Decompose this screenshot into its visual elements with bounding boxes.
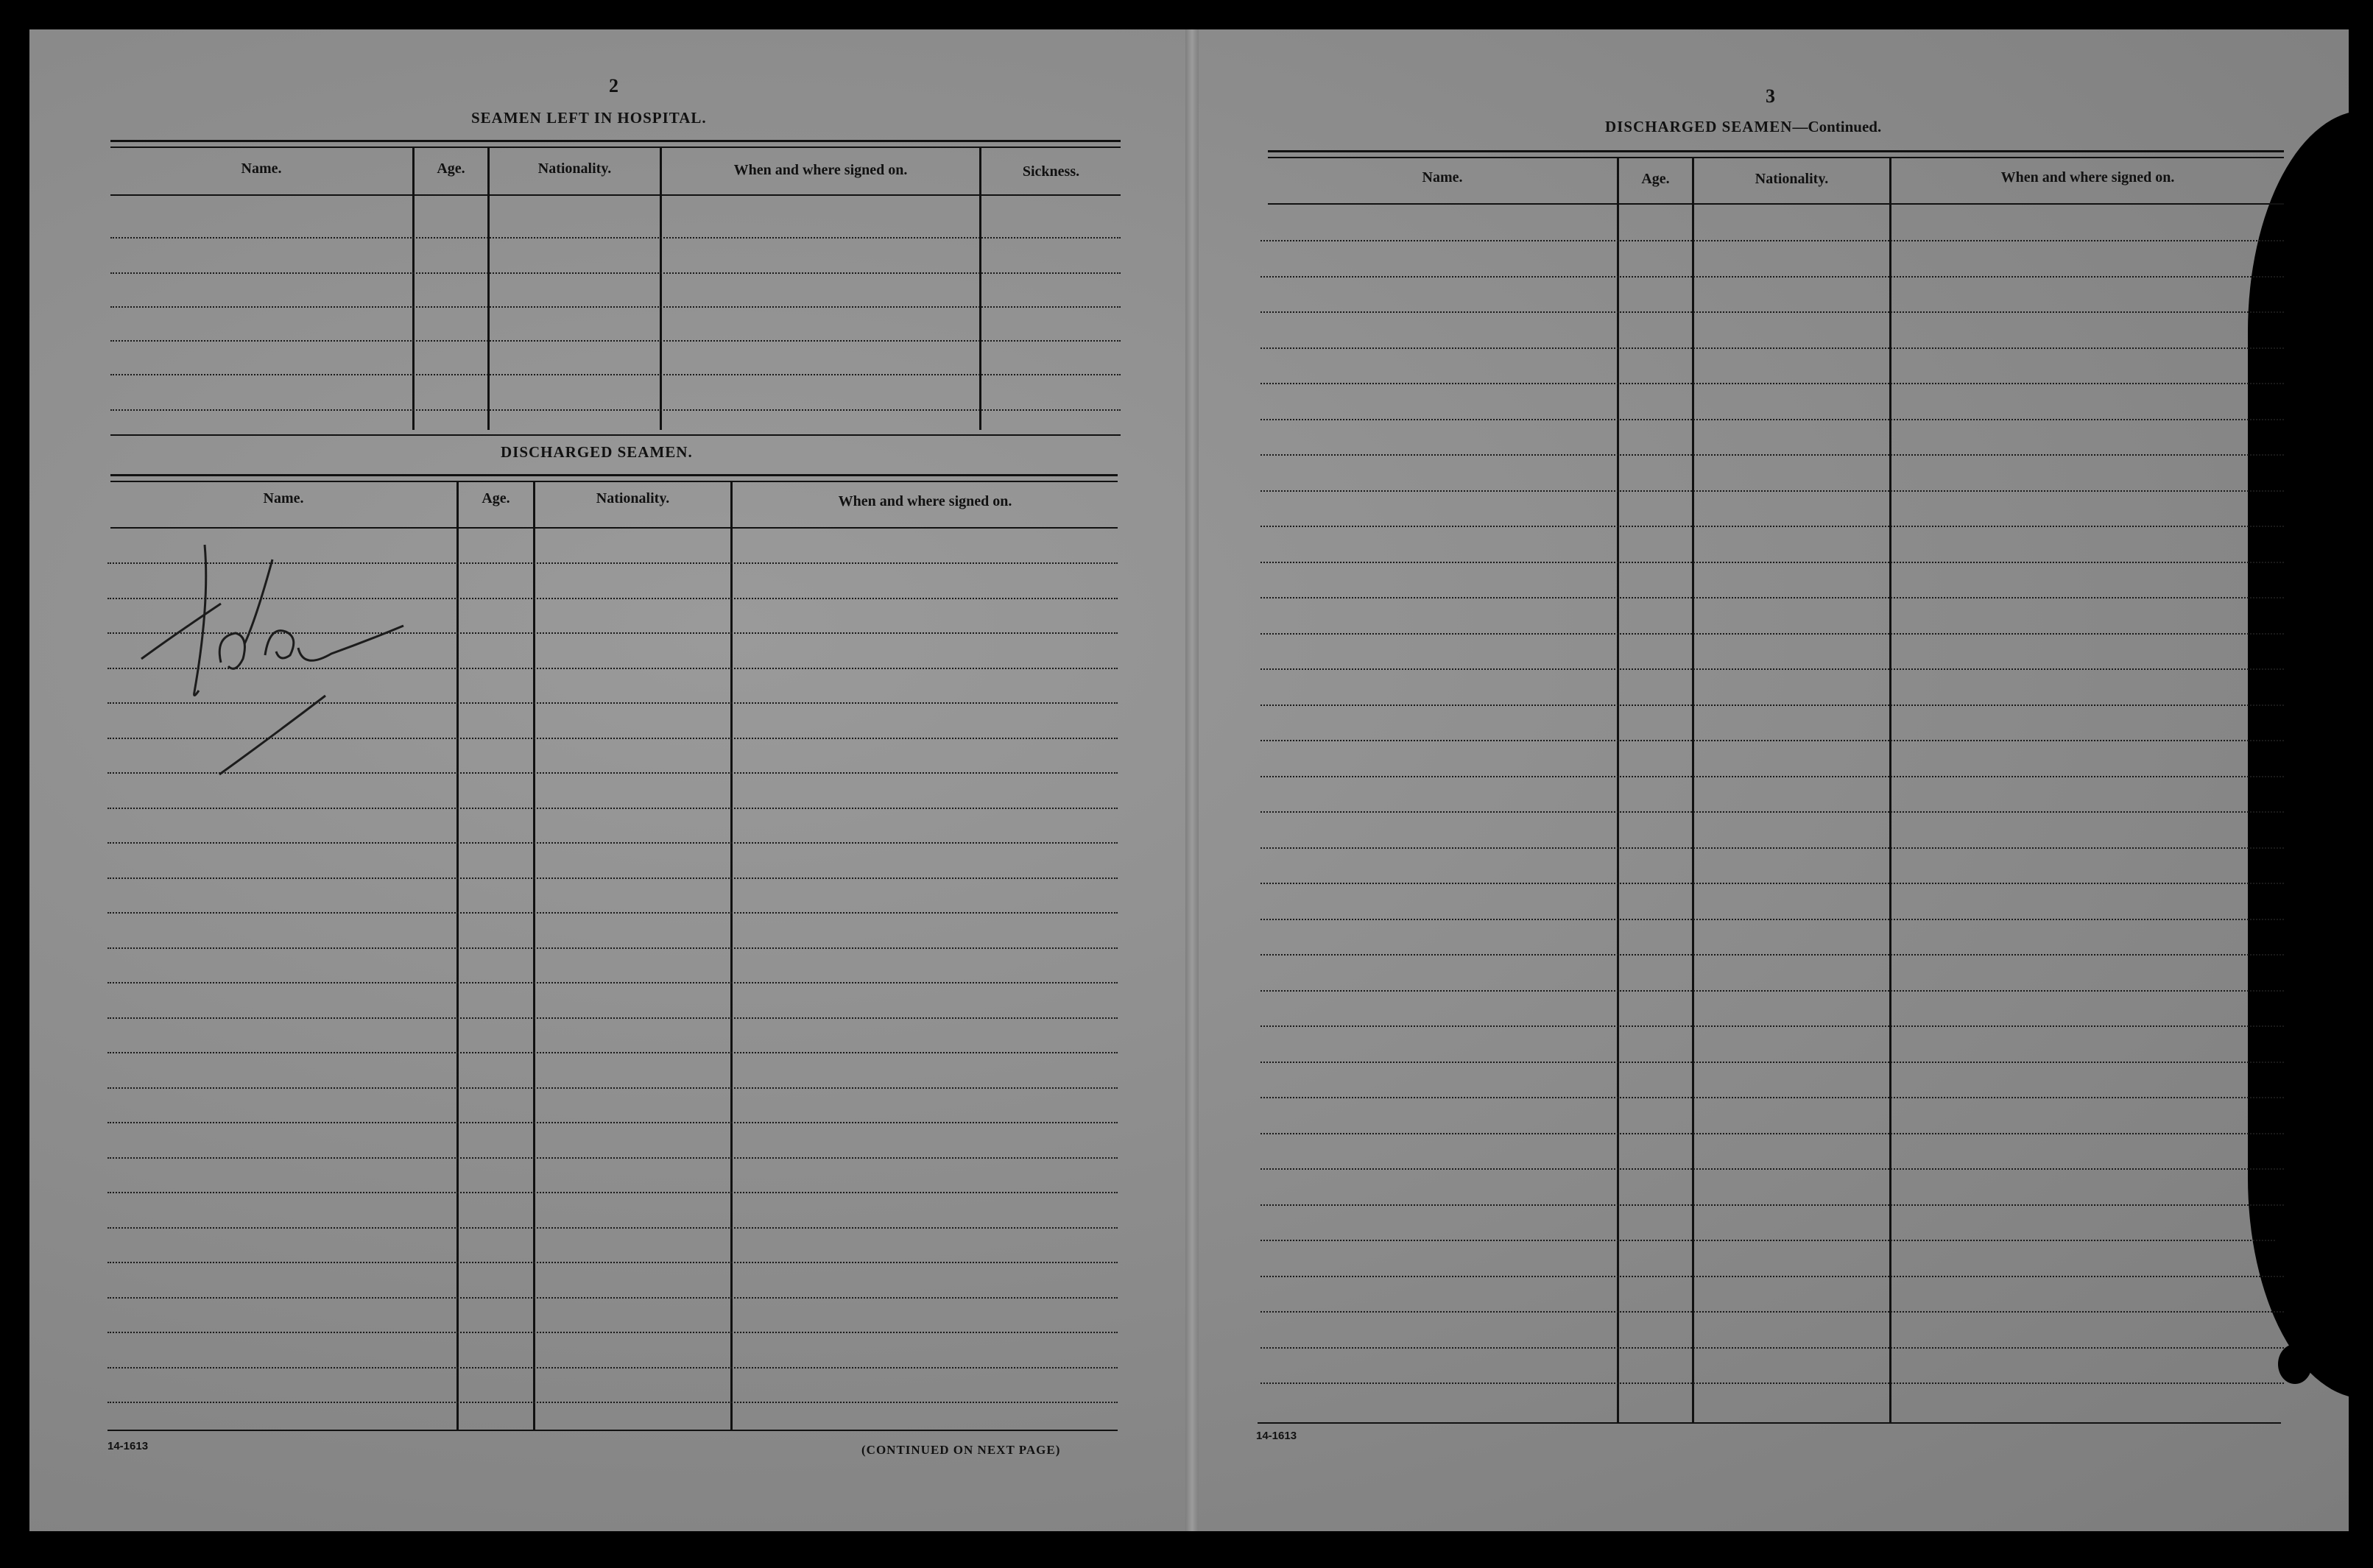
table-row-line xyxy=(107,1052,1118,1053)
right-top-rule xyxy=(1268,150,2284,152)
right-title-main: DISCHARGED SEAMEN xyxy=(1605,118,1793,135)
table-row-line xyxy=(107,1297,1118,1299)
table-row-line xyxy=(1260,383,2284,384)
handwritten-total-mark xyxy=(133,515,412,780)
hospital-header-age: Age. xyxy=(437,160,465,177)
discharged-header-signed-on: When and where signed on. xyxy=(838,493,1012,509)
table-row-line xyxy=(107,1087,1118,1089)
hospital-header-rule xyxy=(110,194,1121,196)
table-row-line xyxy=(1260,883,2284,884)
form-number-left: 14-1613 xyxy=(107,1440,149,1452)
right-col-divider xyxy=(1889,157,1891,1423)
table-row-line xyxy=(107,1017,1118,1019)
page-number-left: 2 xyxy=(609,75,618,96)
table-row-line xyxy=(110,409,1121,411)
table-row-line xyxy=(107,1192,1118,1193)
right-section-title xyxy=(1605,118,1881,136)
table-row-line xyxy=(107,1367,1118,1369)
table-row-line xyxy=(1260,1133,2284,1134)
table-row-line xyxy=(1260,240,2284,241)
table-row-line xyxy=(1260,1276,2284,1277)
table-row-line xyxy=(1260,919,2284,920)
table-row-line xyxy=(1260,1025,2284,1027)
right-col-divider xyxy=(1692,157,1694,1423)
table-row-line xyxy=(1260,811,2284,813)
hospital-header-signed-on: When and where signed on. xyxy=(733,162,908,178)
table-row-line xyxy=(1260,1311,2284,1313)
table-row-line xyxy=(107,1227,1118,1229)
table-row-line xyxy=(107,877,1118,879)
table-row-line xyxy=(1260,526,2284,527)
table-row-line xyxy=(1260,1062,2284,1063)
hospital-top-rule xyxy=(110,140,1121,142)
page-number-right: 3 xyxy=(1766,85,1775,107)
table-row-line xyxy=(1260,990,2284,992)
table-row-line xyxy=(107,982,1118,983)
right-header-name: Name. xyxy=(1422,169,1463,186)
table-row-line xyxy=(1260,704,2284,706)
discharged-col-divider xyxy=(456,481,459,1430)
table-row-line xyxy=(1260,1382,2284,1384)
table-row-line xyxy=(1260,954,2284,956)
discharged-top-rule-2 xyxy=(110,481,1118,482)
discharged-header-age: Age. xyxy=(482,490,510,506)
table-row-line xyxy=(1260,562,2284,563)
right-title-suffix: —Continued. xyxy=(1792,118,1882,135)
discharged-section-title: DISCHARGED SEAMEN. xyxy=(501,443,693,461)
hospital-col-divider xyxy=(660,146,662,430)
hospital-header-name: Name. xyxy=(241,160,282,177)
table-row-line xyxy=(110,272,1121,274)
table-row-line xyxy=(107,947,1118,949)
table-row-line xyxy=(107,808,1118,809)
table-row-line xyxy=(107,1332,1118,1333)
table-row-line xyxy=(1260,454,2284,456)
table-row-line xyxy=(110,306,1121,308)
hospital-section-title: SEAMEN LEFT IN HOSPITAL. xyxy=(471,109,707,127)
hospital-col-divider xyxy=(979,146,981,430)
table-row-line xyxy=(1260,1347,2284,1349)
punch-hole xyxy=(2275,1228,2309,1268)
table-row-line xyxy=(1260,276,2284,278)
hospital-header-nationality: Nationality. xyxy=(537,160,612,177)
table-row-line xyxy=(1260,1204,2284,1206)
hospital-top-rule-2 xyxy=(110,146,1121,148)
table-row-line xyxy=(1260,1097,2284,1098)
table-row-line xyxy=(107,1262,1118,1263)
table-row-line xyxy=(107,1157,1118,1159)
hospital-col-divider xyxy=(412,146,415,430)
table-row-line xyxy=(107,1122,1118,1123)
discharged-col-divider xyxy=(730,481,733,1430)
table-row-line xyxy=(1260,776,2284,777)
table-row-line xyxy=(1260,740,2284,741)
table-row-line xyxy=(107,912,1118,914)
hospital-header-sickness: Sickness. xyxy=(1022,163,1080,180)
discharged-top-rule xyxy=(110,474,1118,476)
right-top-rule-2 xyxy=(1268,157,2284,158)
discharged-header-name: Name. xyxy=(263,490,304,506)
right-header-rule xyxy=(1268,203,2284,205)
hospital-bottom-rule xyxy=(110,434,1121,436)
hospital-col-divider xyxy=(487,146,490,430)
table-row-line xyxy=(107,1402,1118,1403)
table-row-line xyxy=(1260,419,2284,420)
right-header-signed-on: When and where signed on. xyxy=(2000,169,2175,186)
discharged-col-divider xyxy=(533,481,535,1430)
table-row-line xyxy=(1260,668,2284,670)
form-number-right: 14-1613 xyxy=(1256,1430,1297,1442)
continued-note: (CONTINUED ON NEXT PAGE) xyxy=(861,1443,1061,1457)
table-row-line xyxy=(110,237,1121,239)
table-row-line xyxy=(1260,347,2284,349)
table-row-line xyxy=(110,340,1121,342)
table-row-line xyxy=(1260,597,2284,598)
discharged-header-nationality: Nationality. xyxy=(596,490,670,506)
table-row-line xyxy=(1260,633,2284,635)
right-header-age: Age. xyxy=(1641,171,1670,187)
table-row-line xyxy=(1260,847,2284,849)
table-row-line xyxy=(110,374,1121,375)
table-row-line xyxy=(1260,1168,2284,1170)
right-col-divider xyxy=(1617,157,1619,1423)
table-row-line xyxy=(1260,311,2284,313)
table-row-line xyxy=(1260,1240,2284,1241)
table-row-line xyxy=(1260,490,2284,492)
right-bottom-rule xyxy=(1258,1422,2281,1424)
punch-hole xyxy=(2278,1344,2312,1384)
right-header-nationality: Nationality. xyxy=(1755,171,1829,187)
discharged-bottom-rule xyxy=(107,1430,1118,1431)
table-row-line xyxy=(107,842,1118,844)
center-fold xyxy=(1185,29,1199,1531)
